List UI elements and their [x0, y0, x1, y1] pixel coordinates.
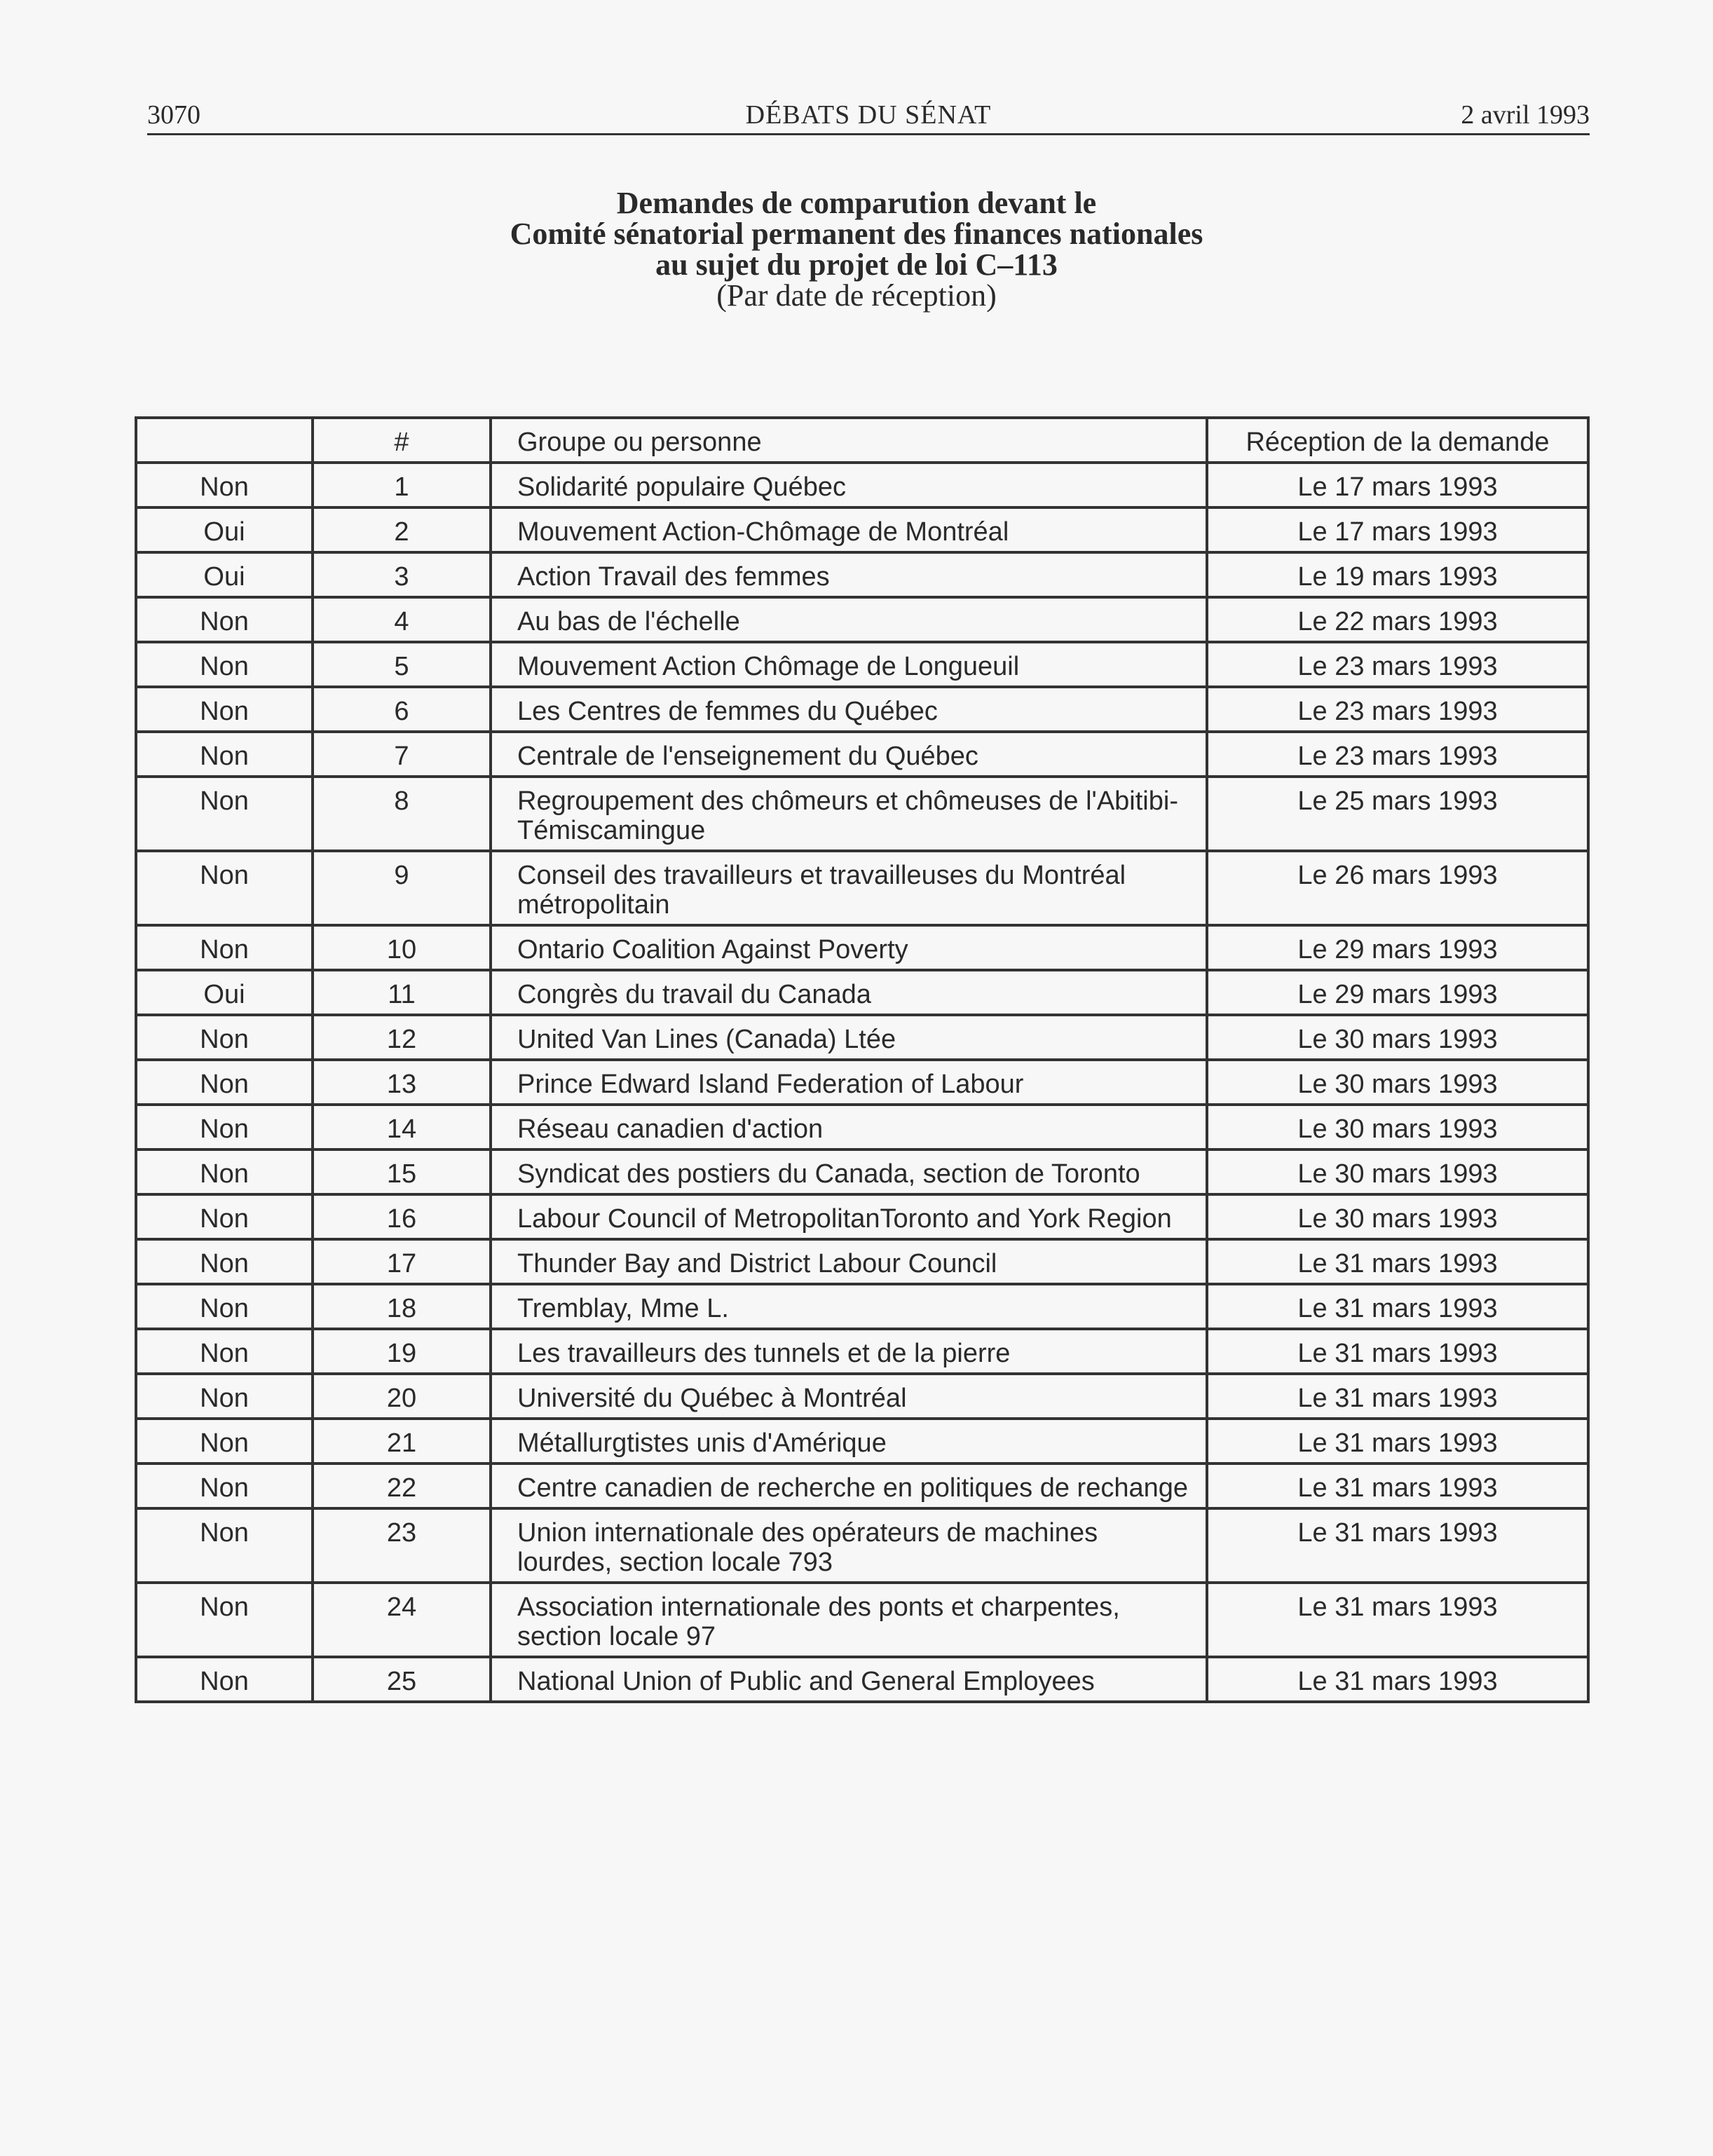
group-cell: Prince Edward Island Federation of Labour — [491, 1060, 1207, 1105]
group-cell: Syndicat des postiers du Canada, section de Toronto — [491, 1149, 1207, 1194]
table-row — [136, 1194, 1588, 1239]
number-cell: 4 — [313, 597, 491, 642]
appearance-requests-table — [135, 416, 1590, 1703]
status-cell: Non — [136, 1194, 313, 1239]
received-date-cell: Le 31 mars 1993 — [1207, 1284, 1588, 1329]
received-date-cell: Le 31 mars 1993 — [1207, 1419, 1588, 1464]
group-cell: Métallurgtistes unis d'Amérique — [491, 1419, 1207, 1464]
table-row — [136, 642, 1588, 687]
table-row — [136, 507, 1588, 552]
received-date-cell: Le 23 mars 1993 — [1207, 642, 1588, 687]
group-cell: United Van Lines (Canada) Ltée — [491, 1015, 1207, 1060]
publication-title: DÉBATS DU SÉNAT — [745, 100, 992, 130]
table-row — [136, 851, 1588, 925]
number-cell: 15 — [313, 1149, 491, 1194]
received-date-cell: Le 29 mars 1993 — [1207, 970, 1588, 1015]
group-cell: Conseil des travailleurs et travailleuses du Montréal métropolitain — [491, 851, 1207, 925]
table-row — [136, 970, 1588, 1015]
table-row — [136, 463, 1588, 507]
number-cell: 21 — [313, 1419, 491, 1464]
group-cell: Tremblay, Mme L. — [491, 1284, 1207, 1329]
number-cell: 18 — [313, 1284, 491, 1329]
column-header-received: Réception de la demande — [1207, 418, 1588, 463]
number-cell: 7 — [313, 732, 491, 777]
group-cell: Solidarité populaire Québec — [491, 463, 1207, 507]
table-row — [136, 1464, 1588, 1508]
issue-date: 2 avril 1993 — [1461, 100, 1590, 130]
table-row — [136, 1105, 1588, 1149]
status-cell: Non — [136, 687, 313, 732]
group-cell: Les Centres de femmes du Québec — [491, 687, 1207, 732]
number-cell: 17 — [313, 1239, 491, 1284]
table-row — [136, 1284, 1588, 1329]
status-cell: Non — [136, 1015, 313, 1060]
number-cell: 9 — [313, 851, 491, 925]
title-line-3: au sujet du projet de loi C–113 — [655, 247, 1058, 282]
received-date-cell: Le 25 mars 1993 — [1207, 777, 1588, 851]
status-cell: Non — [136, 1508, 313, 1583]
received-date-cell: Le 30 mars 1993 — [1207, 1105, 1588, 1149]
title-subtitle: (Par date de réception) — [716, 278, 997, 313]
title-line-2: Comité sénatorial permanent des finances nationales — [510, 217, 1203, 251]
column-header-group: Groupe ou personne — [491, 418, 1207, 463]
received-date-cell: Le 30 mars 1993 — [1207, 1015, 1588, 1060]
group-cell: Ontario Coalition Against Poverty — [491, 925, 1207, 970]
running-head — [147, 97, 1590, 135]
received-date-cell: Le 30 mars 1993 — [1207, 1194, 1588, 1239]
table-row — [136, 1015, 1588, 1060]
column-header-number: # — [313, 418, 491, 463]
group-cell: Labour Council of MetropolitanToronto and York Region — [491, 1194, 1207, 1239]
group-cell: Thunder Bay and District Labour Council — [491, 1239, 1207, 1284]
group-cell: Congrès du travail du Canada — [491, 970, 1207, 1015]
number-cell: 19 — [313, 1329, 491, 1374]
status-cell: Oui — [136, 507, 313, 552]
table-row — [136, 1508, 1588, 1583]
received-date-cell: Le 23 mars 1993 — [1207, 732, 1588, 777]
status-cell: Non — [136, 1239, 313, 1284]
table-row — [136, 1329, 1588, 1374]
table-row — [136, 1239, 1588, 1284]
number-cell: 6 — [313, 687, 491, 732]
number-cell: 24 — [313, 1583, 491, 1657]
received-date-cell: Le 31 mars 1993 — [1207, 1464, 1588, 1508]
received-date-cell: Le 30 mars 1993 — [1207, 1149, 1588, 1194]
status-cell: Non — [136, 597, 313, 642]
received-date-cell: Le 17 mars 1993 — [1207, 507, 1588, 552]
number-cell: 14 — [313, 1105, 491, 1149]
number-cell: 13 — [313, 1060, 491, 1105]
status-cell: Non — [136, 1329, 313, 1374]
table-row — [136, 1583, 1588, 1657]
group-cell: Action Travail des femmes — [491, 552, 1207, 597]
status-cell: Non — [136, 851, 313, 925]
status-cell: Non — [136, 1149, 313, 1194]
number-cell: 1 — [313, 463, 491, 507]
status-cell: Non — [136, 1284, 313, 1329]
table-row — [136, 1419, 1588, 1464]
group-cell: Union internationale des opérateurs de machines lourdes, section locale 793 — [491, 1508, 1207, 1583]
received-date-cell: Le 31 mars 1993 — [1207, 1329, 1588, 1374]
received-date-cell: Le 29 mars 1993 — [1207, 925, 1588, 970]
status-cell: Oui — [136, 970, 313, 1015]
table-row — [136, 777, 1588, 851]
received-date-cell: Le 23 mars 1993 — [1207, 687, 1588, 732]
status-cell: Non — [136, 732, 313, 777]
group-cell: Université du Québec à Montréal — [491, 1374, 1207, 1419]
status-cell: Oui — [136, 552, 313, 597]
group-cell: Regroupement des chômeurs et chômeuses de l'Abitibi-Témiscamingue — [491, 777, 1207, 851]
number-cell: 8 — [313, 777, 491, 851]
number-cell: 2 — [313, 507, 491, 552]
table-row — [136, 925, 1588, 970]
received-date-cell: Le 31 mars 1993 — [1207, 1583, 1588, 1657]
number-cell: 5 — [313, 642, 491, 687]
status-cell: Non — [136, 1657, 313, 1702]
group-cell: Association internationale des ponts et charpentes, section locale 97 — [491, 1583, 1207, 1657]
table-row — [136, 597, 1588, 642]
status-cell: Non — [136, 1583, 313, 1657]
received-date-cell: Le 31 mars 1993 — [1207, 1239, 1588, 1284]
status-cell: Non — [136, 1105, 313, 1149]
group-cell: Mouvement Action-Chômage de Montréal — [491, 507, 1207, 552]
group-cell: Centrale de l'enseignement du Québec — [491, 732, 1207, 777]
received-date-cell: Le 26 mars 1993 — [1207, 851, 1588, 925]
number-cell: 3 — [313, 552, 491, 597]
group-cell: Mouvement Action Chômage de Longueuil — [491, 642, 1207, 687]
table-row — [136, 552, 1588, 597]
group-cell: Au bas de l'échelle — [491, 597, 1207, 642]
status-cell: Non — [136, 1060, 313, 1105]
number-cell: 16 — [313, 1194, 491, 1239]
table-header-row — [136, 418, 1588, 463]
page-number: 3070 — [147, 100, 200, 130]
status-cell: Non — [136, 1374, 313, 1419]
status-cell: Non — [136, 463, 313, 507]
number-cell: 12 — [313, 1015, 491, 1060]
table-body — [136, 463, 1588, 1702]
column-header-status — [136, 418, 313, 463]
received-date-cell: Le 22 mars 1993 — [1207, 597, 1588, 642]
group-cell: Réseau canadien d'action — [491, 1105, 1207, 1149]
document-title — [0, 188, 1713, 311]
status-cell: Non — [136, 1419, 313, 1464]
received-date-cell: Le 31 mars 1993 — [1207, 1374, 1588, 1419]
number-cell: 20 — [313, 1374, 491, 1419]
received-date-cell: Le 17 mars 1993 — [1207, 463, 1588, 507]
received-date-cell: Le 31 mars 1993 — [1207, 1657, 1588, 1702]
table-row — [136, 1657, 1588, 1702]
received-date-cell: Le 30 mars 1993 — [1207, 1060, 1588, 1105]
number-cell: 11 — [313, 970, 491, 1015]
received-date-cell: Le 31 mars 1993 — [1207, 1508, 1588, 1583]
table-row — [136, 1374, 1588, 1419]
status-cell: Non — [136, 777, 313, 851]
received-date-cell: Le 19 mars 1993 — [1207, 552, 1588, 597]
number-cell: 23 — [313, 1508, 491, 1583]
table-row — [136, 732, 1588, 777]
group-cell: Les travailleurs des tunnels et de la pierre — [491, 1329, 1207, 1374]
status-cell: Non — [136, 1464, 313, 1508]
status-cell: Non — [136, 642, 313, 687]
table-row — [136, 1149, 1588, 1194]
table-row — [136, 687, 1588, 732]
status-cell: Non — [136, 925, 313, 970]
number-cell: 22 — [313, 1464, 491, 1508]
group-cell: National Union of Public and General Employees — [491, 1657, 1207, 1702]
number-cell: 10 — [313, 925, 491, 970]
title-line-1: Demandes de comparution devant le — [616, 186, 1097, 220]
number-cell: 25 — [313, 1657, 491, 1702]
table-row — [136, 1060, 1588, 1105]
group-cell: Centre canadien de recherche en politiques de rechange — [491, 1464, 1207, 1508]
